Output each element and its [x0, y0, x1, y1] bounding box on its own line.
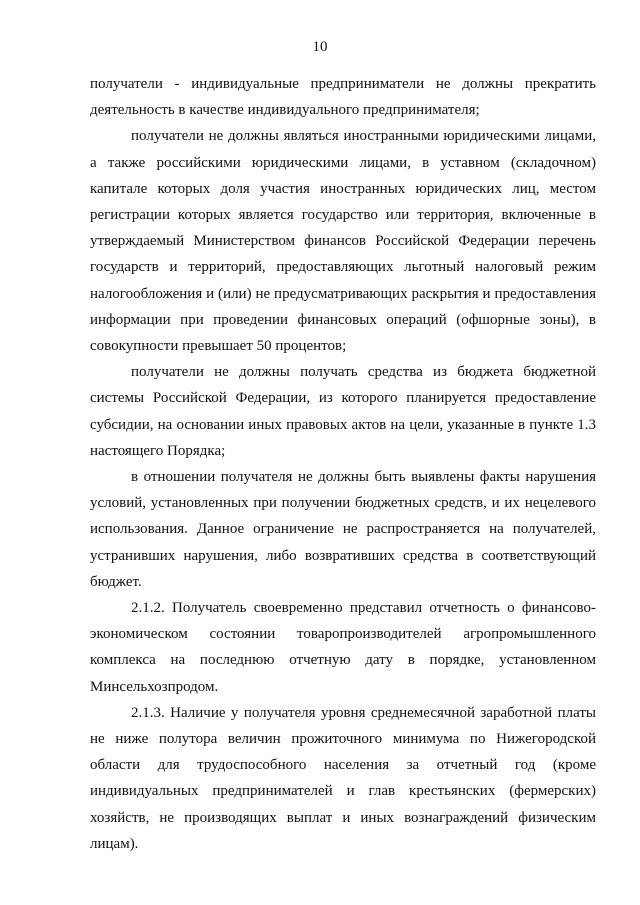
- paragraph-violations: в отношении получателя не должны быть выявлены факты нарушения условий, установленных при получении бюджетных средств, и их нецелевого использования. Данное ограничение не распространяется на получателей, устранивших нарушения, либо возвративших средства в соответствующий бюджет.: [90, 469, 596, 590]
- page-number: 10: [312, 39, 328, 55]
- paragraph-budget-funds: получатели не должны получать средства из бюджета бюджетной системы Российской Федерации, из которого планируется предоставление субсидии, на основании иных правовых актов на цели, указанные в пункте 1.3 настоящего Порядка;: [90, 364, 596, 459]
- paragraph-foreign-entities: получатели не должны являться иностранными юридическими лицами, а также российскими юридическими лицами, в уставном (складочном) капитале которых доля участия иностранных юридических лиц, местом регистрации которых является государство или территория, включенные в утверждаемый Министерством финансов Российской Федерации перечень государств и территорий, предоставляющих льготный налоговый режим налогообложения и (или) не предусматривающих раскрытия и предоставления информации при проведении финансовых операций (офшорные зоны), в совокупности превышает 50 процентов;: [90, 128, 596, 355]
- document-body: [90, 71, 596, 857]
- paragraph-recipients-entrepreneurs: получатели - индивидуальные предприниматели не должны прекратить деятельность в качестве индивидуального предпринимателя;: [90, 76, 596, 119]
- paragraph-clause-2-1-2: 2.1.2. Получатель своевременно представил отчетность о финансово-экономическом состоянии товаропроизводителей агропромышленного комплекса на последнюю отчетную дату в порядке, установленном Минсельхозпродом.: [90, 600, 596, 695]
- paragraph-clause-2-1-3: 2.1.3. Наличие у получателя уровня среднемесячной заработной платы не ниже полутора величин прожиточного минимума по Нижегородской области для трудоспособного населения за отчетный год (кроме индивидуальных предпринимателей и глав крестьянских (фермерских) хозяйств, не производящих выплат и иных вознаграждений физическим лицам).: [90, 704, 596, 852]
